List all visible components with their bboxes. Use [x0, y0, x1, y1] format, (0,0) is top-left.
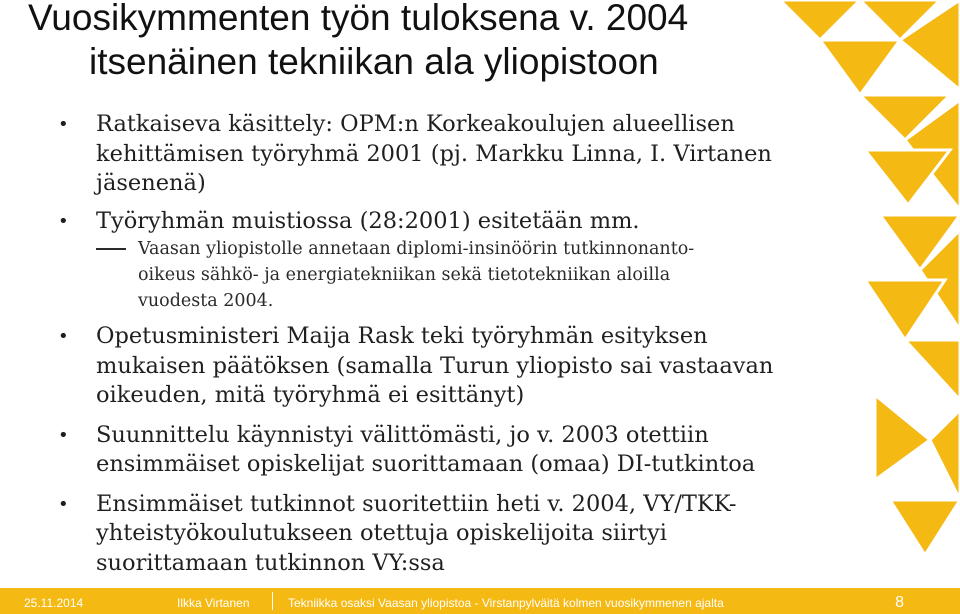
title-line-1: Vuosikymmenten työn tuloksena v. 2004: [28, 0, 689, 38]
bullet-icon: •: [58, 326, 69, 347]
deco-triangle: [930, 410, 960, 500]
slide-footer: [0, 588, 960, 614]
list-item: • Ensimmäiset tutkinnot suoritettiin heti v. 2004, VY/TKK- yhteistyökoulutukseen otettuja opiskelijoita siirtyi suorittamaan tutkinnon VY:ssa: [58, 490, 737, 576]
list-item: • Suunnittelu käynnistyi välittömästi, jo v. 2003 otettiin ensimmäiset opiskelijat suorittamaan (omaa) DI-tutkintoa: [58, 421, 756, 477]
dash-icon: [96, 248, 126, 250]
deco-triangle: [875, 395, 930, 480]
decorative-triangles: [780, 0, 960, 590]
deco-triangle: [820, 40, 900, 95]
footer-separator: [272, 592, 273, 610]
bullet-icon: •: [58, 424, 69, 446]
list-item: • Opetusministeri Maija Rask teki työryhmän esityksen mukaisen päätöksen (samalla Turun yliopisto sai vastaavan oikeuden, mitä työryhmä ei esittänyt): [58, 323, 774, 408]
footer-author: Ilkka Virtanen: [177, 596, 250, 610]
deco-triangle: [865, 280, 945, 340]
footer-date: 25.11.2014: [24, 596, 84, 610]
sub-list-item: Vaasan yliopistolle annetaan diplomi-insinöörin tutkinnonanto- oikeus sähkö- ja energiatekniikan sekä tietotekniikan aloilla vuodesta 2004.: [52, 236, 792, 314]
page-number: 8: [895, 594, 904, 611]
bullet-icon: •: [58, 114, 69, 135]
footer-topic: Tekniikka osaksi Vaasan yliopistoa - Virstanpylväitä kolmen vuosikymmenen ajalta: [288, 596, 724, 610]
bullet-icon: •: [58, 210, 69, 232]
slide-title: [28, 0, 748, 84]
deco-triangle: [905, 340, 960, 400]
deco-triangle: [780, 0, 860, 40]
list-item: • Ratkaiseva käsittely: OPM:n Korkeakoulujen alueellisen kehittämisen työryhmä 2001 (pj. Markku Linna, I. Virtanen jäsenenä): [58, 111, 772, 196]
bullet-icon: •: [58, 493, 69, 515]
title-line-2: itsenäinen tekniikan ala yliopistoon: [89, 41, 659, 82]
bullet-list: [52, 110, 792, 578]
deco-triangle: [890, 500, 960, 555]
list-item: • Työryhmän muistiossa (28:2001) esitetään mm.: [52, 207, 792, 237]
